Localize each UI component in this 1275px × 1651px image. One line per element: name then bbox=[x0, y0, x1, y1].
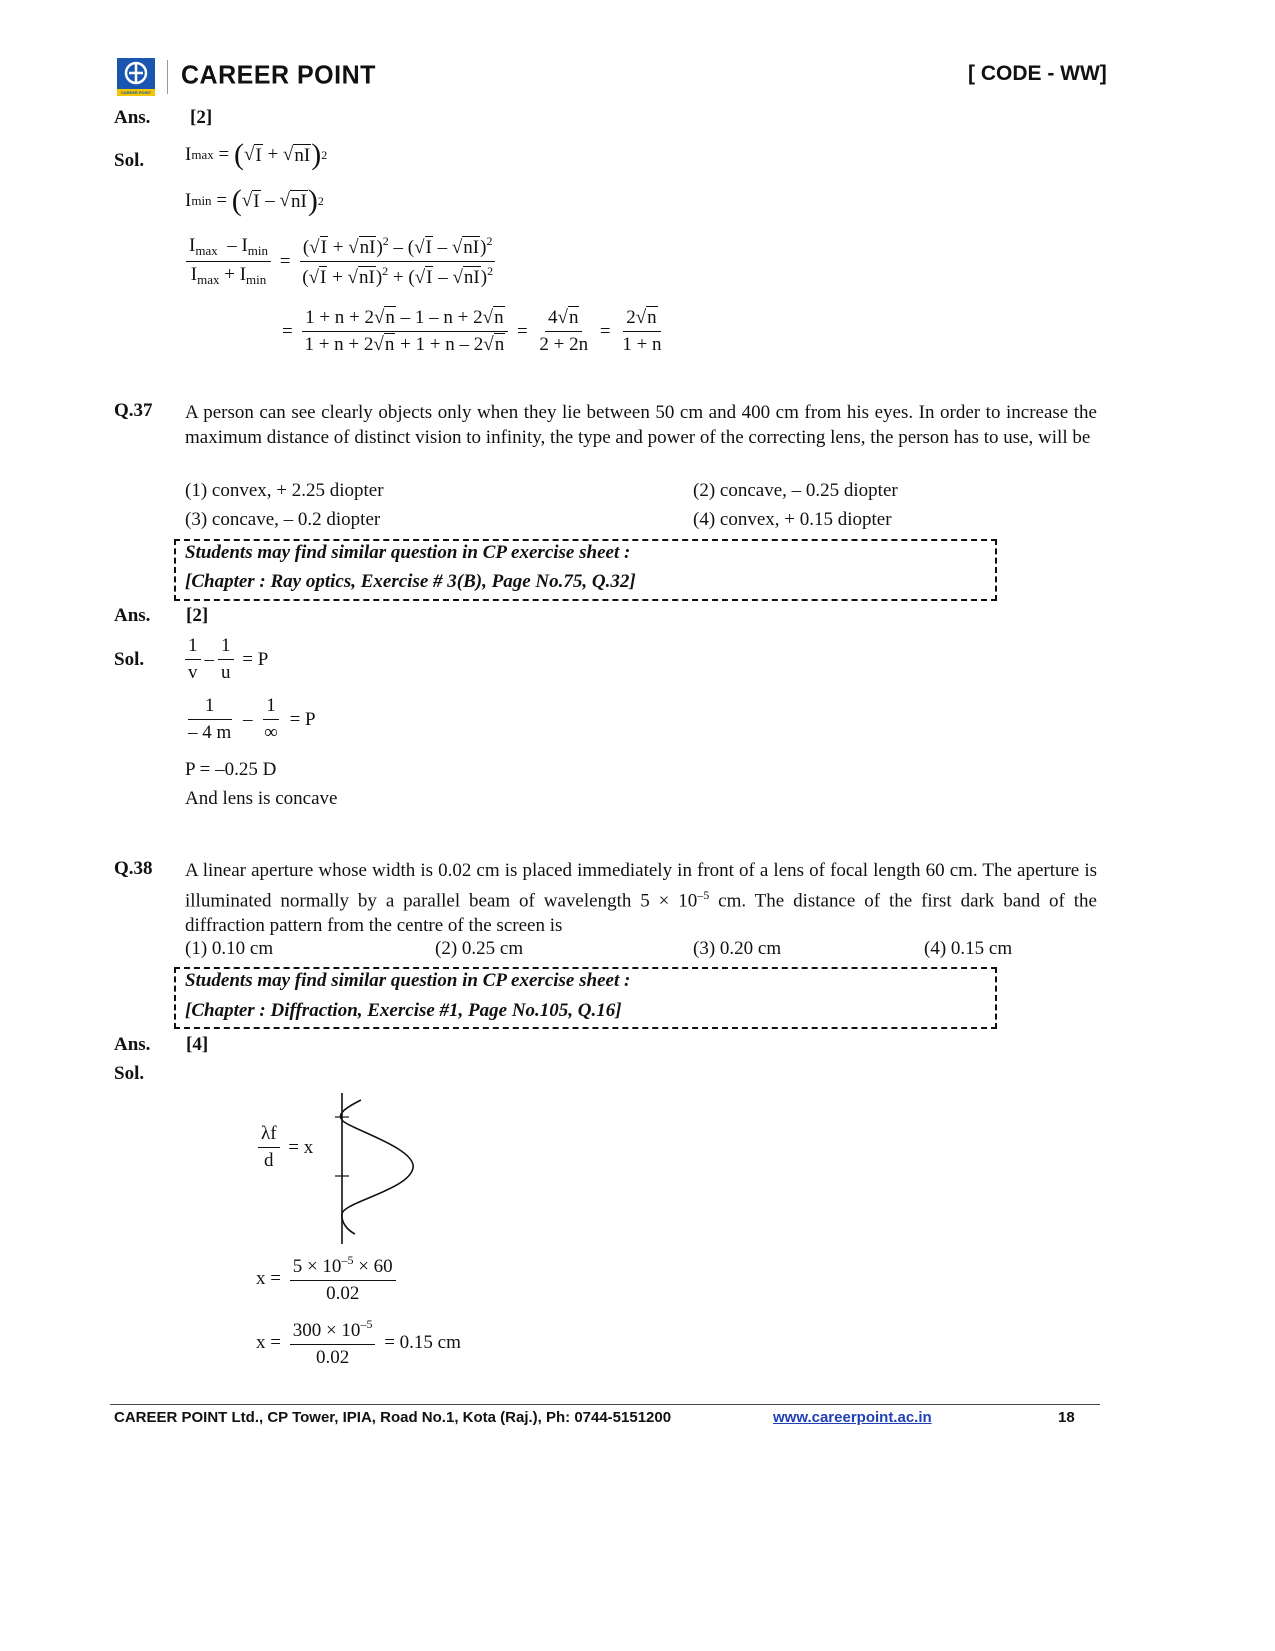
q36-sol-label: Sol. bbox=[114, 150, 145, 171]
footer-website-link[interactable]: www.careerpoint.ac.in bbox=[773, 1409, 932, 1426]
q37-question-text: A person can see clearly objects only when they lie between 50 cm and 400 cm from his eyes. In order to increase the maximum distance of distinct vision to infinity, the type and power of the correcting lens, the person has to use, will be bbox=[185, 402, 1097, 448]
q38-ans-value: [4] bbox=[186, 1034, 209, 1055]
logo-caption: CAREER POINT bbox=[120, 90, 152, 95]
q37-substituted-formula: $\frac{1}{- 4 m}$ – $\frac{1}{\infty}$ = P bbox=[188, 695, 316, 743]
q37-number: Q.37 bbox=[114, 400, 153, 421]
q37-reference-line2: [Chapter : Ray optics, Exercise # 3(B), Page No.75, Q.32] bbox=[185, 571, 636, 592]
q37-result: P = –0.25 D bbox=[185, 759, 277, 780]
q38-x-equation-2: x = $\frac{300 \times 10^{-5}}{0.02}$ = 0.15 cm bbox=[256, 1317, 461, 1368]
q36-imax-equation: I max = ( √ I + √ nI ) 2 bbox=[185, 138, 328, 171]
q36-simplified-equation: = $\frac{1 + n + 2√n - 1 - n + 2√n}{1 + n + 2√n + 1 + n - 2√n}$ = $\frac{4√n}{2 + 2n}$ = $\frac{2√n}{1 + n}$ bbox=[282, 307, 662, 355]
q38-number: Q.38 bbox=[114, 858, 153, 879]
q37-reference-line1: Students may find similar question in CP exercise sheet : bbox=[185, 542, 631, 563]
q37-sol-label: Sol. bbox=[114, 649, 145, 670]
q36-ans-value: [2] bbox=[190, 107, 213, 128]
q36-ratio-equation: $\frac{I_{max} - I_{min}}{I_{max} + I_{min}}$ = $\frac{(√I + √nI)^2 - (√I - √nI)^2}{(√I + √nI)^2 + (√I - √nI)^2}$ bbox=[186, 234, 500, 289]
q37-option-4: (4) convex, + 0.15 diopter bbox=[693, 509, 892, 530]
q38-reference-line1: Students may find similar question in CP exercise sheet : bbox=[185, 970, 631, 991]
q38-ans-label: Ans. bbox=[114, 1034, 151, 1055]
paper-code: [ CODE - WW] bbox=[968, 62, 1107, 85]
q38-sol-label: Sol. bbox=[114, 1063, 145, 1084]
q38-final-result: = 0.15 cm bbox=[384, 1332, 461, 1353]
q38-lambda-f-over-d: $\frac{\lambda f}{d}$ = x bbox=[258, 1123, 313, 1172]
header-divider bbox=[167, 60, 168, 94]
q37-lens-formula: $\frac{1}{v}$ – $\frac{1}{u}$ = P bbox=[185, 635, 268, 684]
q38-text-part2: cm. The distance of the first dark band of the diffraction pattern from the centre of the screen is bbox=[185, 890, 1097, 937]
q37-ans-value: [2] bbox=[186, 605, 209, 626]
footer-rule bbox=[110, 1404, 1100, 1405]
footer-address: CAREER POINT Ltd., CP Tower, IPIA, Road No.1, Kota (Raj.), Ph: 0744-5151200 bbox=[114, 1409, 672, 1426]
page-number: 18 bbox=[1058, 1409, 1075, 1426]
q36-imin-equation: I min = ( √ I – √ nI ) 2 bbox=[185, 184, 324, 217]
diffraction-pattern-diagram bbox=[325, 1090, 425, 1250]
q37-ans-label: Ans. bbox=[114, 605, 151, 626]
q38-text-part1: A linear aperture whose width is 0.02 cm is placed immediately in front of a lens of focal length 60 cm. The aperture is illuminated normally by a parallel beam of wavelength 5 × 10 bbox=[185, 860, 1097, 912]
q38-option-3: (3) 0.20 cm bbox=[693, 938, 782, 959]
q38-option-1: (1) 0.10 cm bbox=[185, 938, 274, 959]
q38-reference-line2: [Chapter : Diffraction, Exercise #1, Page No.105, Q.16] bbox=[185, 1000, 622, 1021]
q38-text-exponent: –5 bbox=[697, 888, 710, 902]
q38-question-text bbox=[185, 858, 1097, 938]
q37-option-3: (3) concave, – 0.2 diopter bbox=[185, 509, 381, 530]
brand-name: CAREER POINT bbox=[181, 60, 376, 90]
q38-option-4: (4) 0.15 cm bbox=[924, 938, 1013, 959]
q37-option-1: (1) convex, + 2.25 diopter bbox=[185, 480, 384, 501]
q36-ans-label: Ans. bbox=[114, 107, 151, 128]
q38-x-equation-1: x = $\frac{5 \times 10^{-5} \times 60}{0.02}$ bbox=[256, 1253, 400, 1305]
q38-option-2: (2) 0.25 cm bbox=[435, 938, 524, 959]
q37-conclusion: And lens is concave bbox=[185, 788, 338, 809]
q37-option-2: (2) concave, – 0.25 diopter bbox=[693, 480, 898, 501]
